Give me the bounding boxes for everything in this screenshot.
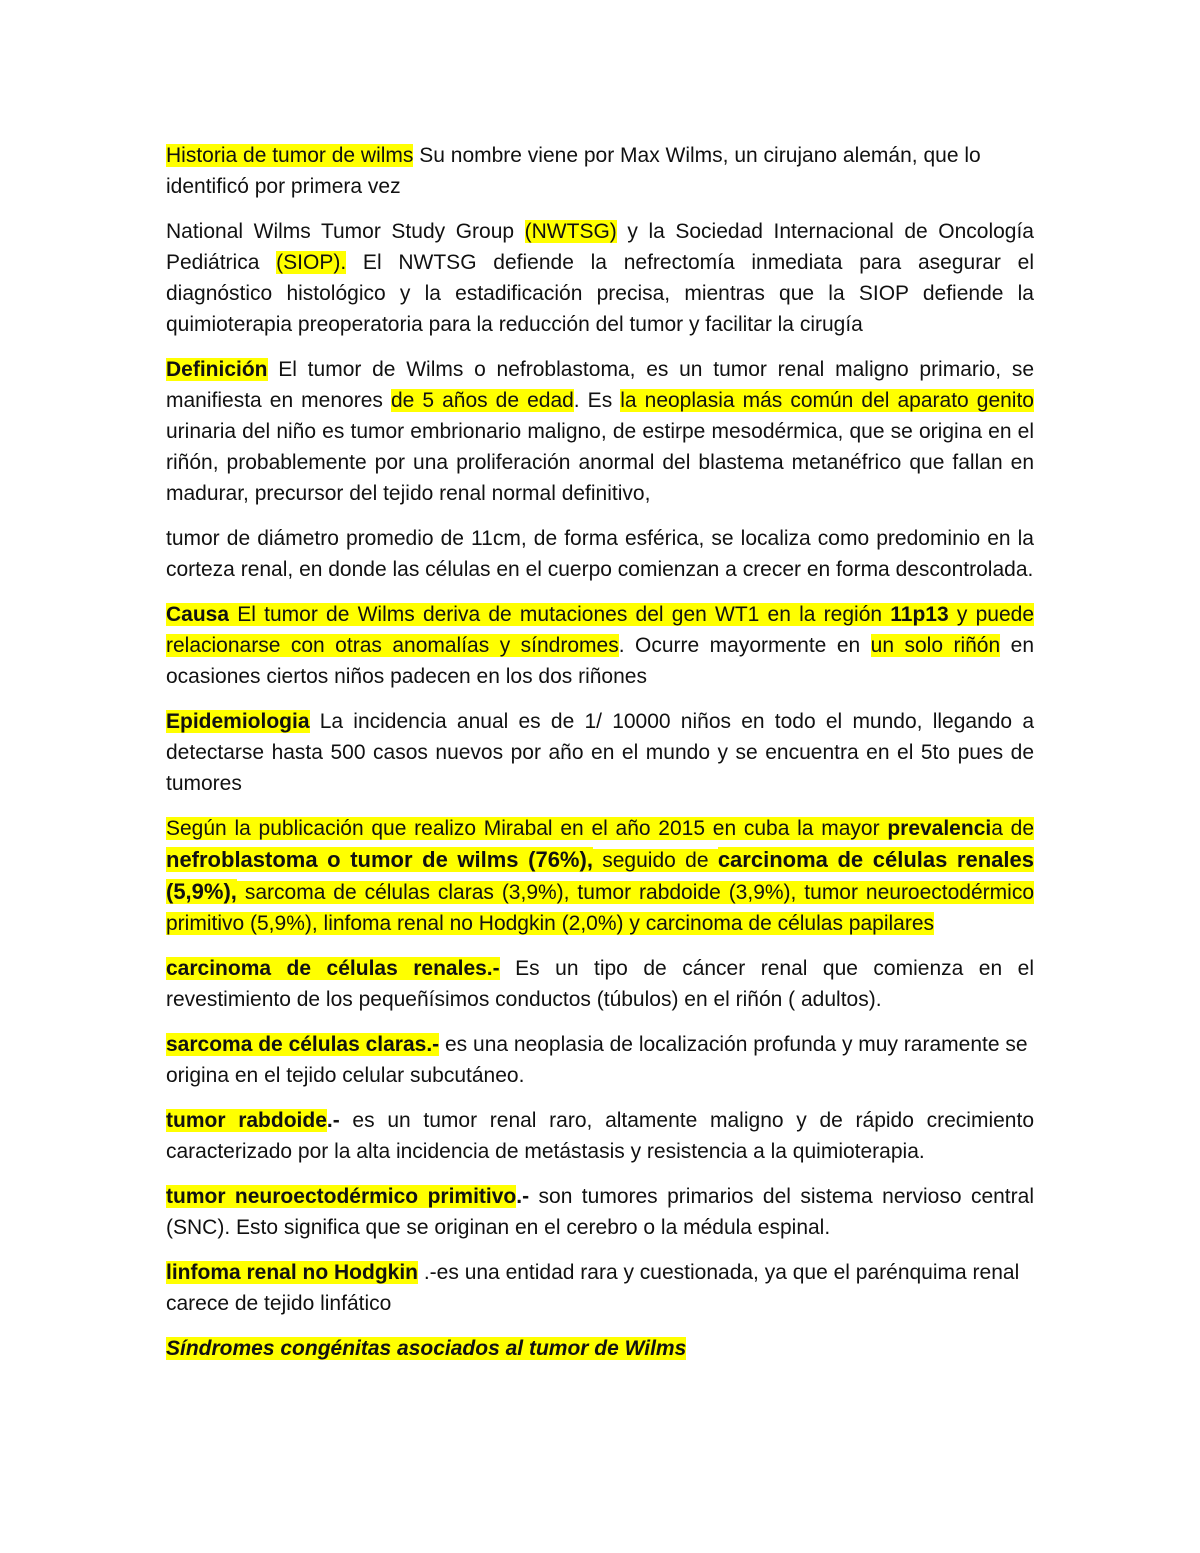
heading-definicion: Definición: [166, 358, 268, 381]
heading-historia: Historia de tumor de wilms: [166, 144, 414, 167]
paragraph-sindromes: [166, 1333, 1034, 1364]
neuroectodermico-text: son tumores primarios del sistema nervioso central (SNC). Esto significa que se originan en el cerebro o la médula espinal.: [166, 1185, 1034, 1239]
paragraph-definicion: [166, 354, 1034, 509]
definicion-highlight-neoplasia: la neoplasia más común del aparato genito: [620, 389, 1034, 412]
linfoma-text: .-es una entidad rara y cuestionada, ya que el parénquima renal carece de tejido linfático: [166, 1261, 1020, 1315]
nwtsg-highlight: (NWTSG): [524, 220, 617, 243]
paragraph-mirabal: [166, 813, 1034, 939]
mirabal-highlight-prevalencia: prevalenci: [887, 817, 992, 840]
sarcoma-text: es una neoplasia de localización profunda y muy raramente se origina en el tejido celular subcutáneo.: [166, 1033, 1028, 1087]
nwtsg-text-b: y la Sociedad Internacional de Oncología Pediátrica: [166, 220, 1034, 274]
definicion-text-c: urinaria del niño es tumor embrionario maligno, de estirpe mesodérmica, que se origina en el riñón, probablemente por una proliferación anormal del blastema metanéfrico que fallan en madurar, precursor del tejido renal normal definitivo,: [166, 420, 1034, 505]
paragraph-diametro: [166, 523, 1034, 585]
heading-linfoma: linfoma renal no Hodgkin: [166, 1261, 419, 1284]
heading-causa: Causa: [166, 603, 230, 626]
definicion-text-a: El tumor de Wilms o nefroblastoma, es un tumor renal maligno primario, se manifiesta en menores: [166, 358, 1034, 412]
paragraph-historia: [166, 140, 1034, 202]
mirabal-highlight-g: sarcoma de células claras (3,9%), tumor rabdoide (3,9%), tumor neuroectodérmico primitivo (5,9%), linfoma renal no Hodgkin (2,0%) y carcinoma de células papilares: [166, 881, 1034, 935]
causa-highlight-a: El tumor de Wilms deriva de mutaciones del gen WT1 en la región: [229, 603, 891, 626]
paragraph-rabdoide: [166, 1105, 1034, 1167]
heading-rabdoide: tumor rabdoide: [166, 1109, 327, 1132]
carcinoma-text: Es un tipo de cáncer renal que comienza en el revestimiento de los pequeñísimos conductos (túbulos) en el riñón ( adultos).: [166, 957, 1034, 1011]
paragraph-sarcoma: [166, 1029, 1034, 1091]
nwtsg-text-a: National Wilms Tumor Study Group: [166, 220, 525, 243]
siop-highlight: (SIOP).: [276, 251, 347, 274]
paragraph-epidemiologia: [166, 706, 1034, 799]
neuroectodermico-dash: .-: [516, 1185, 530, 1208]
causa-highlight-region: 11p13: [890, 603, 949, 626]
paragraph-carcinoma: [166, 953, 1034, 1015]
paragraph-neuroectodermico: [166, 1181, 1034, 1243]
rabdoide-text: es un tumor renal raro, altamente maligno y de rápido crecimiento caracterizado por la alta incidencia de metástasis y resistencia a la quimioterapia.: [166, 1109, 1034, 1163]
epidemiologia-text: La incidencia anual es de 1/ 10000 niños en todo el mundo, llegando a detectarse hasta 500 casos nuevos por año en el mundo y se encuentra en el 5to pues de tumores: [166, 710, 1034, 795]
paragraph-linfoma: [166, 1257, 1034, 1319]
definicion-text-b: . Es: [573, 389, 621, 412]
rabdoide-dash: .-: [326, 1109, 340, 1132]
causa-highlight-b: y puede relacionarse con otras anomalías y síndromes: [166, 603, 1034, 657]
mirabal-highlight-a: Según la publicación que realizo Mirabal en el año 2015 en cuba la mayor: [166, 817, 888, 840]
paragraph-nwtsg-siop: [166, 216, 1034, 340]
mirabal-highlight-carcinoma: carcinoma de células renales (5,9%),: [166, 847, 1034, 904]
historia-text: Su nombre viene por Max Wilms, un cirujano alemán, que lo identificó por primera vez: [166, 144, 981, 198]
causa-text-a: . Ocurre mayormente en: [618, 634, 871, 657]
mirabal-highlight-nefroblastoma: nefroblastoma o tumor de wilms (76%),: [166, 847, 593, 872]
causa-text-b: en ocasiones ciertos niños padecen en los dos riñones: [166, 634, 1034, 688]
heading-sindromes: Síndromes congénitas asociados al tumor de Wilms: [166, 1337, 687, 1360]
causa-highlight-rinon: un solo riñón: [870, 634, 1001, 657]
mirabal-highlight-c: a de: [991, 817, 1034, 840]
diametro-text: tumor de diámetro promedio de 11cm, de forma esférica, se localiza como predominio en la corteza renal, en donde las células en el cuerpo comienzan a crecer en forma descontrolada.: [166, 527, 1034, 581]
paragraph-causa: [166, 599, 1034, 692]
heading-carcinoma: carcinoma de células renales.-: [166, 957, 500, 980]
definicion-highlight-edad: de 5 años de edad: [390, 389, 574, 412]
mirabal-highlight-e: seguido de: [592, 849, 718, 872]
nwtsg-text-c: El NWTSG defiende la nefrectomía inmediata para asegurar el diagnóstico histológico y la estadificación precisa, mientras que la SIOP defiende la quimioterapia preoperatoria para la reducción del tumor y facilitar la cirugía: [166, 251, 1034, 336]
heading-sarcoma: sarcoma de células claras.-: [166, 1033, 440, 1056]
heading-neuroectodermico: tumor neuroectodérmico primitivo: [166, 1185, 517, 1208]
heading-epidemiologia: Epidemiologia: [166, 710, 310, 733]
